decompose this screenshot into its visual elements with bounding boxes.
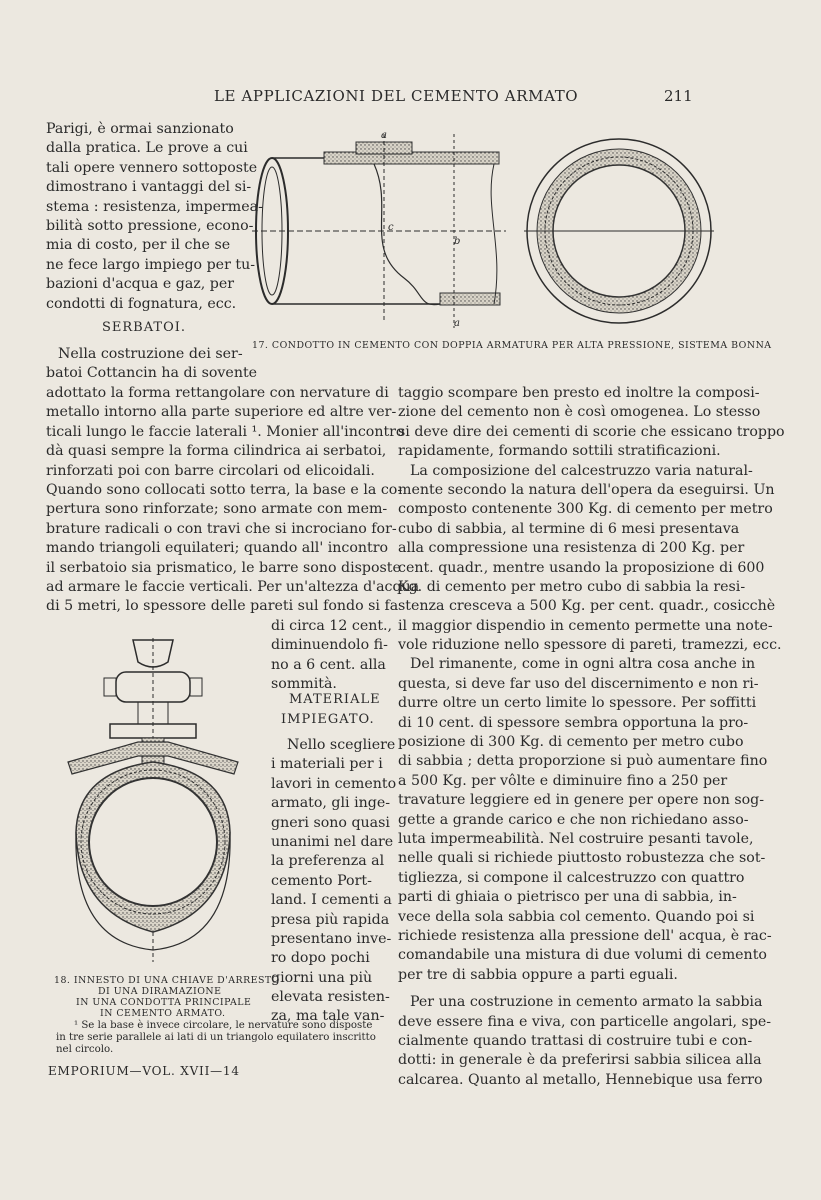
text-line: composto contenente 300 Kg. di cemento per metro	[398, 501, 773, 518]
text-line: Parigi, è ormai sanzionato	[46, 121, 234, 137]
text-line: giorni una più	[271, 969, 373, 986]
journal-footer: EMPORIUM—VOL. XVII—14	[48, 1064, 240, 1078]
text-line: lavori in cemento	[271, 775, 397, 792]
caption-line: IN UNA CONDOTTA PRINCIPALE	[76, 997, 252, 1008]
footnote-line: nel circolo.	[56, 1044, 114, 1055]
text-line: presa più rapida	[271, 911, 390, 928]
text-line: mia di costo, per il che se	[46, 237, 231, 254]
text-line: di 5 metri, lo spessore delle pareti sul fondo si fa	[46, 598, 399, 615]
text-line: sommità.	[271, 676, 337, 693]
text-line: ro dopo pochi	[271, 950, 370, 967]
text-line: unanimi nel dare	[271, 833, 394, 850]
text-line: alla compressione una resistenza di 200 Kg. per	[398, 540, 745, 557]
footnote-line: ¹ Se la base è invece circolare, le nervature sono disposte	[74, 1020, 373, 1031]
text-line: taggio scompare ben presto ed inoltre la composi-	[398, 385, 760, 401]
figure-17-pipe-drawing	[244, 128, 724, 333]
text-line: Per una costruzione in cemento armato la sabbia	[410, 994, 763, 1011]
text-line: questa, si deve far uso del discernimento e non ri-	[398, 675, 759, 692]
text-line: diminuendolo fi-	[271, 637, 388, 654]
text-line: condotti di fognatura, ecc.	[46, 295, 237, 312]
text-line: vole riduzione nello spessore di pareti, tramezzi, ecc.	[398, 637, 782, 654]
text-line: Nella costruzione dei ser-	[58, 346, 243, 362]
text-line: stenza cresceva a 500 Kg. per cent. quadr., cosicchè	[398, 598, 776, 615]
text-line: cemento Port-	[271, 872, 372, 889]
text-line: deve essere fina e viva, con particelle angolari, spe-	[398, 1013, 772, 1030]
text-line: ticali lungo le faccie laterali ¹. Monier all'incontro	[46, 423, 405, 440]
text-line: a 500 Kg. per vôlte e diminuire fino a 250 per	[398, 772, 728, 789]
top-left-paragraph	[46, 120, 263, 314]
figure-18-valve-drawing	[58, 632, 268, 972]
text-line: vece della sola sabbia col cemento. Quando poi si	[398, 908, 755, 925]
text-line: cialmente quando trattasi di costruire tubi e con-	[398, 1032, 753, 1049]
text-line: dotti: in generale è da preferirsi sabbia silicea alla	[398, 1052, 762, 1069]
fig17-label-c: c	[388, 222, 394, 233]
caption-line: IN CEMENTO ARMATO.	[100, 1008, 226, 1019]
text-line: tigliezza, si compone il calcestruzzo con quattro	[398, 869, 745, 886]
fig17-label-b: b	[454, 236, 461, 247]
text-line: il maggior dispendio in cemento permette una note-	[398, 617, 773, 634]
text-line: Quando sono collocati sotto terra, la base e la co-	[46, 481, 403, 498]
text-line: ad armare le faccie verticali. Per un'altezza d'acqua	[46, 578, 420, 595]
text-line: land. I cementi a	[271, 892, 392, 909]
text-line: bilità sotto pressione, econo-	[46, 217, 254, 234]
section-heading-materiale: MATERIALE	[289, 692, 381, 707]
text-line: per tre di sabbia oppure a parti eguali.	[398, 966, 678, 983]
text-line: mando triangoli equilateri; quando all' incontro	[46, 540, 389, 557]
text-line: cent. quadr., mentre usando la proposizione di 600	[398, 559, 765, 576]
text-line: Kg. di cemento per metro cubo di sabbia la resi-	[398, 578, 746, 595]
figure-17-caption: 17. CONDOTTO IN CEMENTO CON DOPPIA ARMATURA PER ALTA PRESSIONE, SISTEMA BONNA	[252, 340, 772, 351]
text-line: Nello scegliere	[287, 737, 396, 753]
text-line: adottato la forma rettangolare con nervature di	[46, 385, 389, 401]
text-line: ne fece largo impiego per tu-	[46, 256, 255, 273]
text-line: gette a grande carico e che non richiedano asso-	[398, 811, 749, 828]
text-line: dimostrano i vantaggi del si-	[46, 179, 252, 196]
text-line: stema : resistenza, impermea-	[46, 198, 263, 215]
text-line: nelle quali si richiede piuttosto robustezza che sot-	[398, 850, 766, 867]
text-line: la preferenza al	[271, 853, 385, 870]
left-column-paragraph	[46, 384, 419, 617]
fig17-label-a-top: a	[381, 130, 387, 141]
text-line: di circa 12 cent.,	[271, 618, 393, 634]
text-line: brature radicali o con travi che si incrociano for-	[46, 520, 397, 537]
text-line: di 10 cent. di spessore sembra opportuna la pro-	[398, 714, 749, 731]
text-line: tali opere vennero sottoposte	[46, 159, 258, 176]
figure-18-caption	[54, 975, 280, 1019]
section-heading-materiale-2: IMPIEGATO.	[281, 712, 375, 727]
narrow-column-b	[271, 736, 396, 1027]
text-line: di sabbia ; detta proporzione si può aumentare fino	[398, 753, 768, 770]
text-line: luta impermeabilità. Nel costruire pesanti tavole,	[398, 830, 754, 847]
text-line: cubo di sabbia, al termine di 6 mesi presentava	[398, 520, 740, 537]
fig17-label-a-bottom: a	[454, 318, 460, 329]
section-heading-serbatoi: SERBATOI.	[102, 320, 187, 335]
text-line: parti di ghiaia o pietrisco per una di sabbia, in-	[398, 889, 737, 906]
text-line: il serbatoio sia prismatico, le barre sono disposte	[46, 559, 401, 576]
caption-line: DI UNA DIRAMAZIONE	[98, 986, 222, 997]
running-header: LE APPLICAZIONI DEL CEMENTO ARMATO	[214, 87, 579, 105]
text-line: richiede resistenza alla pressione dell' acqua, è rac-	[398, 927, 772, 944]
text-line: travature leggiere ed in genere per opere non sog-	[398, 792, 765, 809]
text-line: elevata resisten-	[271, 989, 390, 1006]
text-line: no a 6 cent. alla	[271, 656, 386, 673]
footnote-line: in tre serie parallele ai lati di un triangolo equilatero inscritto	[56, 1032, 376, 1043]
text-line: i materiali per i	[271, 756, 383, 773]
narrow-column-a	[271, 617, 392, 695]
text-line: rinforzati poi con barre circolari od elicoidali.	[46, 462, 375, 479]
text-line: za, ma tale van-	[271, 1008, 385, 1025]
right-column	[398, 384, 785, 1090]
text-line: zione del cemento non è così omogenea. Lo stesso	[398, 404, 761, 421]
text-line: gneri sono quasi	[271, 814, 390, 831]
text-line: bazioni d'acqua e gaz, per	[46, 276, 235, 293]
text-line: dalla pratica. Le prove a cui	[46, 140, 248, 157]
text-line: armato, gli inge-	[271, 795, 391, 812]
text-line: calcarea. Quanto al metallo, Hennebique usa ferro	[398, 1071, 763, 1088]
text-line: si deve dire dei cementi di scorie che essicano troppo	[398, 423, 785, 440]
caption-line: 18. INNESTO DI UNA CHIAVE D'ARRESTO	[54, 975, 280, 986]
text-line: metallo intorno alla parte superiore ed altre ver-	[46, 404, 397, 421]
text-line: rapidamente, formando sottili stratificazioni.	[398, 443, 721, 460]
text-line: pertura sono rinforzate; sono armate con mem-	[46, 501, 388, 518]
text-line: mente secondo la natura dell'opera da eseguirsi. Un	[398, 481, 775, 498]
text-line: durre oltre un certo limite lo spessore. Per soffitti	[398, 695, 757, 712]
text-line: comandabile una mistura di due volumi di cemento	[398, 947, 767, 964]
page-number: 211	[664, 87, 693, 105]
text-line: Del rimanente, come in ogni altra cosa anche in	[410, 656, 756, 673]
text-line: posizione di 300 Kg. di cemento per metro cubo	[398, 734, 744, 751]
footnote	[56, 1020, 376, 1056]
text-line: presentano inve-	[271, 930, 392, 947]
serbatoi-intro	[46, 345, 258, 384]
text-line: batoi Cottancin ha di sovente	[46, 365, 258, 382]
text-line: La composizione del calcestruzzo varia natural-	[410, 462, 753, 479]
text-line: dà quasi sempre la forma cilindrica ai serbatoi,	[46, 443, 387, 460]
